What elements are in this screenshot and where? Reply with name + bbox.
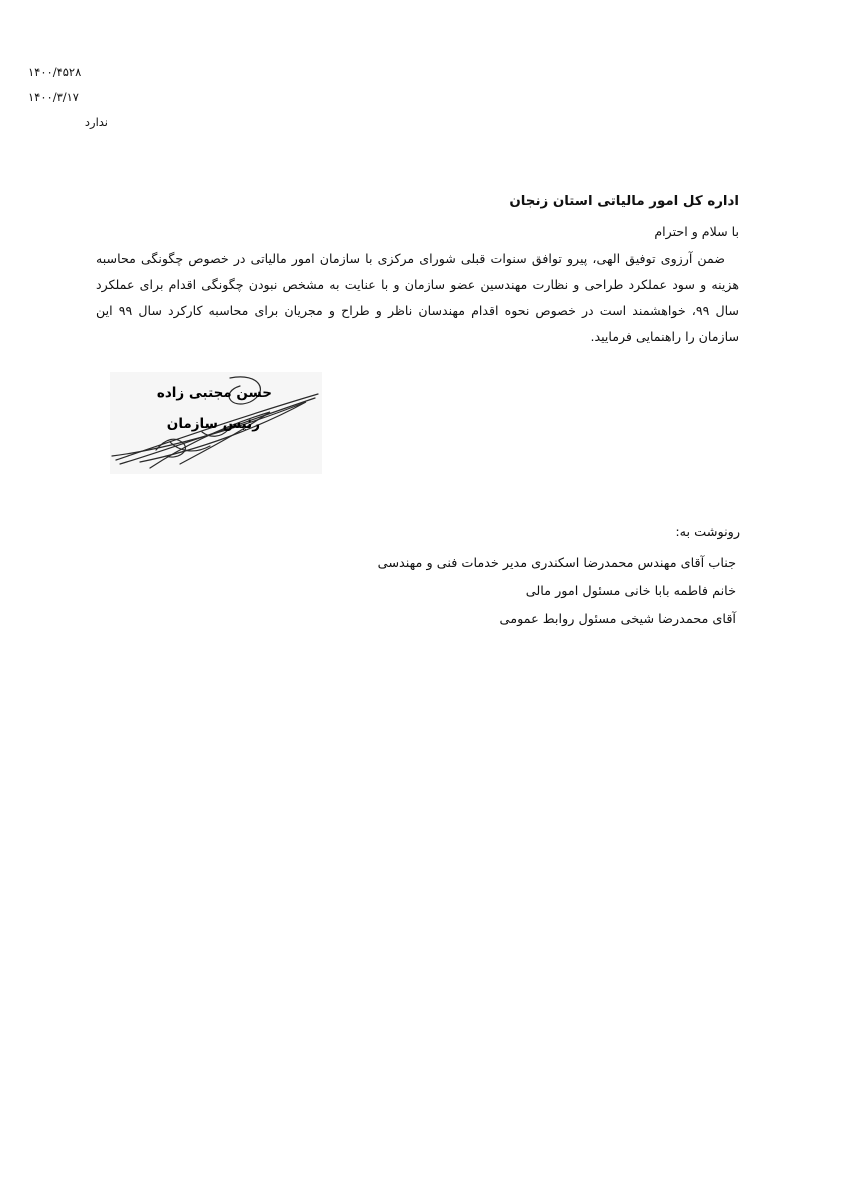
cc-item: خانم فاطمه بابا خانی مسئول امور مالی: [525, 584, 736, 599]
cc-list: [350, 550, 740, 634]
cc-item: آقای محمدرضا شیخی مسئول روابط عمومی: [499, 612, 736, 627]
letter-number: ۱۴۰۰/۴۵۲۸: [28, 65, 82, 79]
signatory-name: حسن مجتبی زاده: [156, 385, 272, 401]
signatory-title: رئیس سازمان: [166, 416, 260, 432]
letter-body: ضمن آرزوی توفیق الهی، پیرو توافق سنوات قبلی شورای مرکزی با سازمان امور مالیاتی در خصوص چگونگی محاسبه هزینه و سود عملکرد طراحی و نظارت مهندسین عضو سازمان و با عنایت به مشخص نبودن چگونگی اقدام برای عملکرد سال ۹۹، خواهشمند است در خصوص نحوه اقدام مهندسان ناظر و طراح و مجریان برای محاسبه کارکرد سال ۹۹ این سازمان را راهنمایی فرمایید.: [96, 251, 739, 344]
cc-title: رونوشت به:: [675, 525, 740, 540]
greeting: با سلام و احترام: [654, 224, 739, 239]
letter-meta: [28, 60, 108, 135]
attachment-status: ندارد: [84, 115, 108, 129]
signature-block: [110, 372, 322, 474]
recipient-heading: اداره کل امور مالیاتی استان زنجان: [509, 194, 739, 209]
letter-content: [96, 190, 739, 350]
cc-item: جناب آقای مهندس محمدرضا اسکندری مدیر خدمات فنی و مهندسی: [377, 556, 736, 571]
cc-section: [350, 520, 740, 634]
letter-date: ۱۴۰۰/۳/۱۷: [28, 90, 79, 104]
